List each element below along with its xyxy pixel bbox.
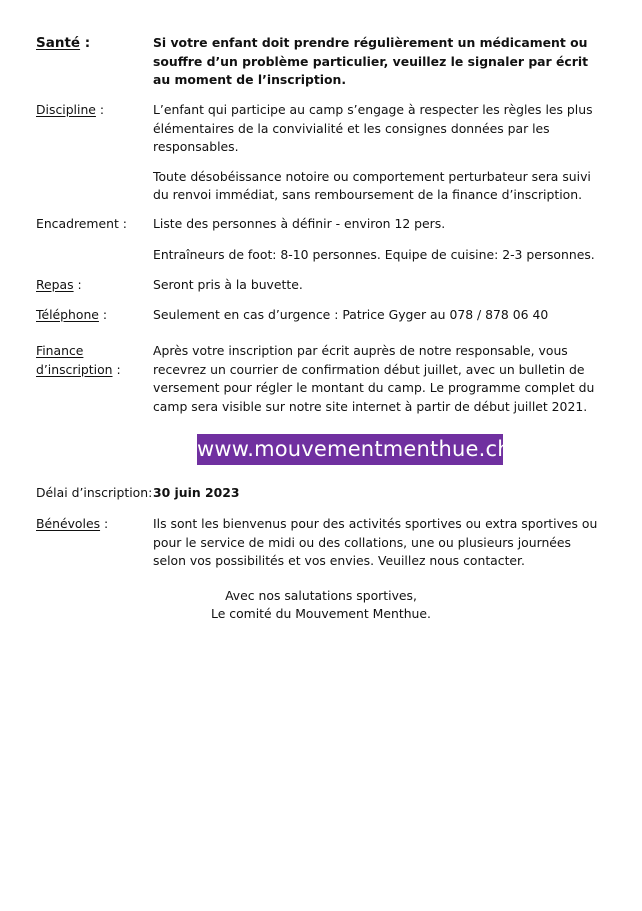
text-benevoles: [153, 515, 603, 571]
text-repas: [153, 276, 603, 295]
encadrement-paragraph-1: Liste des personnes à définir - environ 12 pers.: [153, 216, 446, 231]
label-delai: Délai d’inscription:: [36, 485, 153, 500]
discipline-paragraph-1: L’enfant qui participe au camp s’engage à respecter les règles les plus élémentaires de la convivialité et les consignes données par les responsables.: [153, 102, 593, 154]
repas-paragraph: Seront pris à la buvette.: [153, 277, 303, 292]
closing-line-1: Avec nos salutations sportives,: [225, 588, 417, 603]
label-benevoles: Bénévoles :: [36, 516, 109, 531]
label-repas: Repas :: [36, 277, 82, 292]
website-link[interactable]: www.mouvementmenthue.ch: [197, 434, 503, 465]
finance-paragraph: Après votre inscription par écrit auprès de notre responsable, vous recevrez un courrier de confirmation début juillet, avec un bulletin de versement pour régler le montant du camp. Le programme complet du camp sera visible sur notre site internet à partir de début juillet 2021.: [153, 343, 595, 414]
telephone-paragraph: Seulement en cas d’urgence : Patrice Gyger au 078 / 878 06 40: [153, 307, 549, 322]
delai-date: 30 juin 2023: [153, 485, 240, 500]
text-discipline: [153, 101, 603, 205]
discipline-paragraph-2: Toute désobéissance notoire ou comportement perturbateur sera suivi du renvoi immédiat, sans remboursement de la finance d’inscription.: [153, 168, 591, 202]
closing-line-2: Le comité du Mouvement Menthue.: [211, 606, 431, 621]
sante-paragraph: Si votre enfant doit prendre régulièrement un médicament ou souffre d’un problème particulier, veuillez le signaler par écrit au moment de l’inscription.: [153, 35, 589, 87]
benevoles-paragraph: Ils sont les bienvenus pour des activités sportives ou extra sportives ou pour le service de midi ou des collations, une ou plusieurs journées selon vos possibilités et vos envies. Veuillez nous contacter.: [153, 516, 598, 568]
label-finance: Finance d’inscription :: [36, 343, 121, 377]
label-telephone: Téléphone :: [36, 307, 108, 322]
text-finance: [153, 342, 603, 416]
label-discipline: Discipline :: [36, 102, 105, 117]
text-telephone: [153, 306, 603, 325]
text-sante: [153, 34, 603, 90]
encadrement-paragraph-2: Entraîneurs de foot: 8-10 personnes. Equipe de cuisine: 2-3 personnes.: [153, 246, 595, 262]
text-encadrement: [153, 215, 603, 264]
label-sante: Santé :: [36, 35, 91, 51]
label-encadrement: Encadrement :: [36, 216, 127, 231]
